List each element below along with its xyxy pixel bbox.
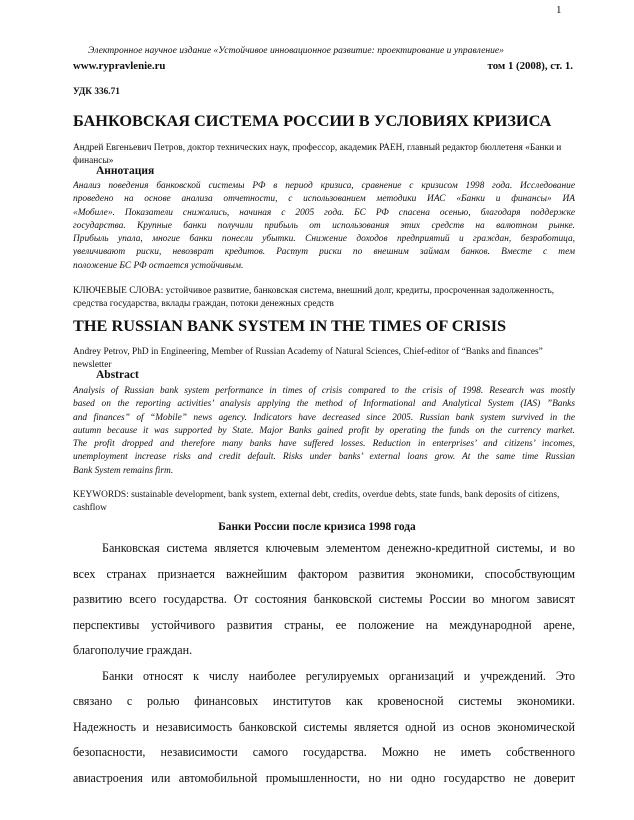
page-number: 1 [556,4,562,16]
body-line: Банковская система является ключевым элементом денежно-кредитной системы, и во [102,541,575,555]
body-line: всех странах признается важнейшим фактором развития экономики, способствующим [73,566,575,581]
udk-code: УДК 336.71 [73,87,120,97]
abstract-line: «Мобиле». Показатели снижались, начиная с 2005 года. БС РФ спасена осенью, благодаря поддержке [73,207,575,218]
body-line: связано с ролью финансовых институтов как кровеносной системы экономики. [73,694,575,708]
ru-abstract [73,180,575,273]
abstract-line: Прибыль упала, многие банки понесли убытки. Снижение доходов предприятий и граждан, безработица, [73,234,575,245]
ru-keywords: КЛЮЧЕВЫЕ СЛОВА: устойчивое развитие, банковская система, внешний долг, кредиты, просроченная задолженность, средства государства, вклады граждан, потоки денежных средств [73,286,555,309]
abstract-line: увеличивают риски, невозврат кредитов. Растут риски по внешним займам банков. Вместе с тем [73,247,575,258]
en-keywords: KEYWORDS: sustainable development, bank system, external debt, credits, overdue debts, state funds, bank deposits of citizens, cashflow [73,490,560,513]
journal-header: Электронное научное издание «Устойчивое инновационное развитие: проектирование и управление» [88,45,504,56]
body-line: авиастроения или автомобильной промышленности, но ни одно государство не доверит [73,770,575,785]
section-heading: Банки России после кризиса 1998 года [218,521,416,533]
abstract-line: Analysis of Russian bank system performance in times of crisis compared to the crisis of 1998. Research was mostly [73,386,575,396]
en-author: Andrey Petrov, PhD in Engineering, Member of Russian Academy of Natural Sciences, Chief-editor of “Banks and finances” newsletter [73,347,543,370]
body-line: безопасности, независимости самого государства. Можно не иметь собственного [73,745,575,759]
body-line: Банки относят к числу наиболее регулируемых организаций и учреждений. Это [102,668,575,683]
body-line: перспективы устойчивого развития страны, ее положение на международной арене, [73,617,575,632]
abstract-line: and finances” of “Mobile” news agency. Indicators have decreased since 2005. Russian bank system survived in the [73,412,575,423]
abstract-line: The profit dropped and therefore many banks have suffered losses. Reduction in enterprises’ and citizens’ incomes, [73,439,575,450]
body-text [73,536,575,791]
body-line: развитию всего государства. От состояния банковской системы России во многом зависят [73,592,575,606]
abstract-line: проведено на основе анализа отчетности, с использованием методики ИАС «Банки и финансы» ИА [73,194,575,205]
abstract-line: based on the reporting activities’ analysis applying the method of Informational and Analytical System (IAS) ”Banks [73,399,575,410]
abstract-line: государства. Крупные банки получили прибыль от использования этих средств на валютном рынке. [73,220,575,231]
en-title: THE RUSSIAN BANK SYSTEM IN THE TIMES OF CRISIS [73,316,507,335]
body-line: благополучие граждан. [73,643,193,657]
abstract-line: положение БС РФ остается устойчивым. [73,260,244,271]
ru-author: Андрей Евгеньевич Петров, доктор технических наук, профессор, академик РАЕН, главный редактор бюллетеня «Банки и финансы» [73,143,562,166]
abstract-line: Bank System remains firm. [73,465,174,476]
en-abstract [73,385,575,478]
abstract-line: unemployment increase risks and credit default. Risks under banks’ external loans grow. At the same time Russian [73,452,575,463]
site-link[interactable]: www.rypravlenie.ru [73,60,166,72]
en-abstract-heading: Abstract [96,369,139,381]
abstract-line: Анализ поведения банковской системы РФ в период кризиса, сравнение с кризисом 1998 года. Исследование [73,181,575,191]
abstract-line: autumn because it was supported by State. Major Banks gained profit by operating the funds on the currency market. [73,425,575,436]
ru-title: БАНКОВСКАЯ СИСТЕМА РОССИИ В УСЛОВИЯХ КРИЗИСА [73,111,552,130]
ru-abstract-heading: Аннотация [96,165,155,177]
body-line: Надежность и независимость банковской системы является одной из основ экономической [73,719,575,734]
volume-info: том 1 (2008), ст. 1. [487,60,573,72]
